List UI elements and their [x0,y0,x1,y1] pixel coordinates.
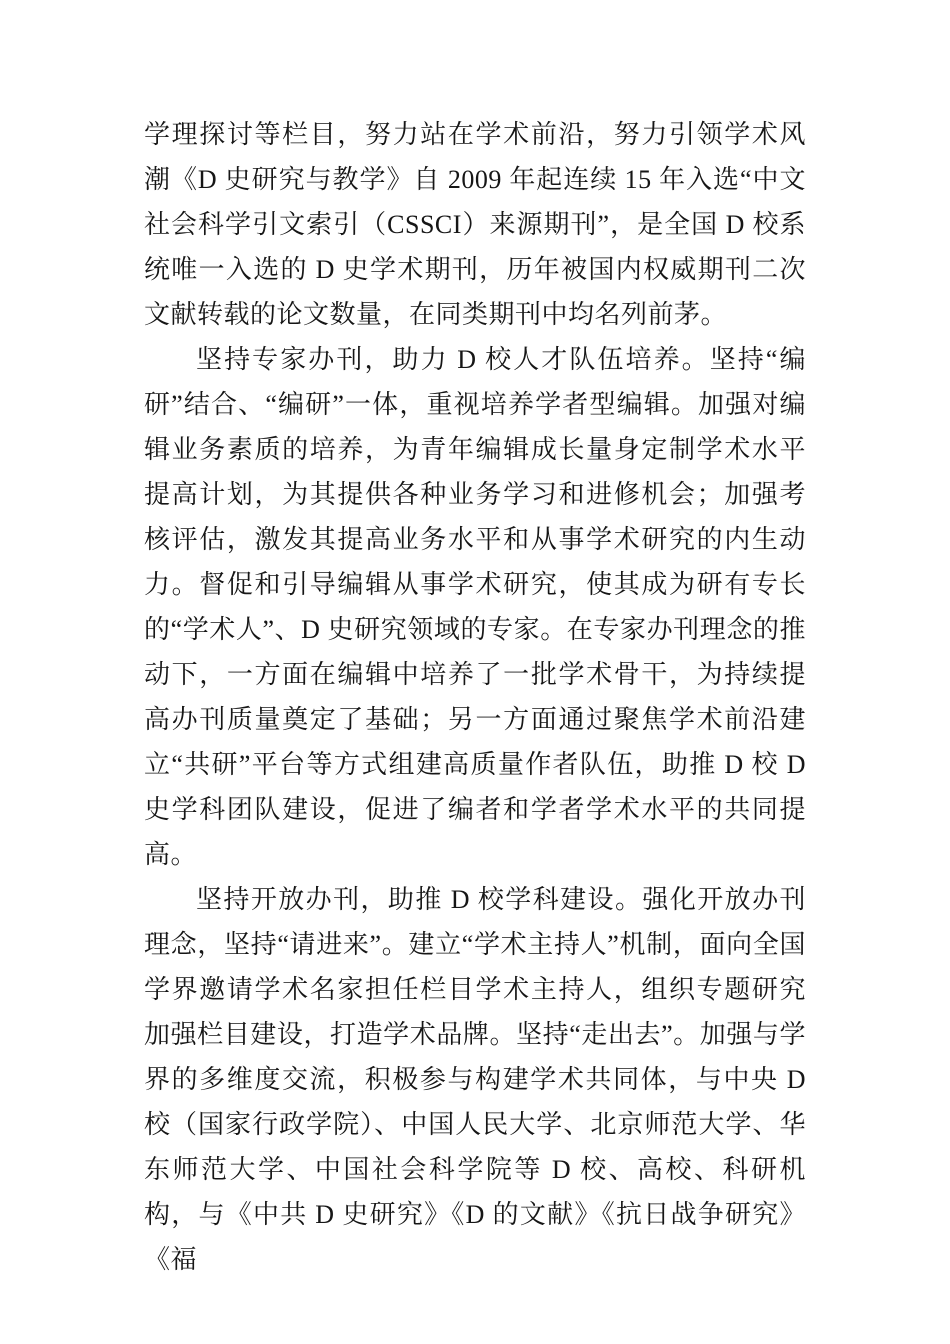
document-text-block [144,112,806,1282]
paragraph-open-run-journal: 坚持开放办刊，助推 D 校学科建设。强化开放办刊理念，坚持“请进来”。建立“学术主持人”机制，面向全国学界邀请学术名家担任栏目学术主持人，组织专题研究加强栏目建设，打造学术品牌。坚持“走出去”。加强与学界的多维度交流，积极参与构建学术共同体，与中央 D 校（国家行政学院）、中国人民大学、北京师范大学、华东师范大学、中国社会科学院等 D 校、高校、科研机构，与《中共 D 史研究》《D 的文献》《抗日战争研究》《福 [144,885,806,1274]
paragraph-journal-cssci: 学理探讨等栏目，努力站在学术前沿，努力引领学术风潮《D 史研究与教学》自 2009 年起连续 15 年入选“中文社会科学引文索引（CSSCI）来源期刊”，是全国 D 校系统唯一入选的 D 史学术期刊，历年被国内权威期刊二次文献转载的论文数量，在同类期刊中均名列前茅。 [144,120,806,329]
paragraph-expert-run-journal: 坚持专家办刊，助力 D 校人才队伍培养。坚持“编研”结合、“编研”一体，重视培养学者型编辑。加强对编辑业务素质的培养，为青年编辑成长量身定制学术水平提高计划，为其提供各种业务学习和进修机会；加强考核评估，激发其提高业务水平和从事学术研究的内生动力。督促和引导编辑从事学术研究，使其成为研有专长的“学术人”、D 史研究领域的专家。在专家办刊理念的推动下，一方面在编辑中培养了一批学术骨干，为持续提高办刊质量奠定了基础；另一方面通过聚焦学术前沿建立“共研”平台等方式组建高质量作者队伍，助推 D 校 D 史学科团队建设，促进了编者和学者学术水平的共同提高。 [144,345,806,869]
